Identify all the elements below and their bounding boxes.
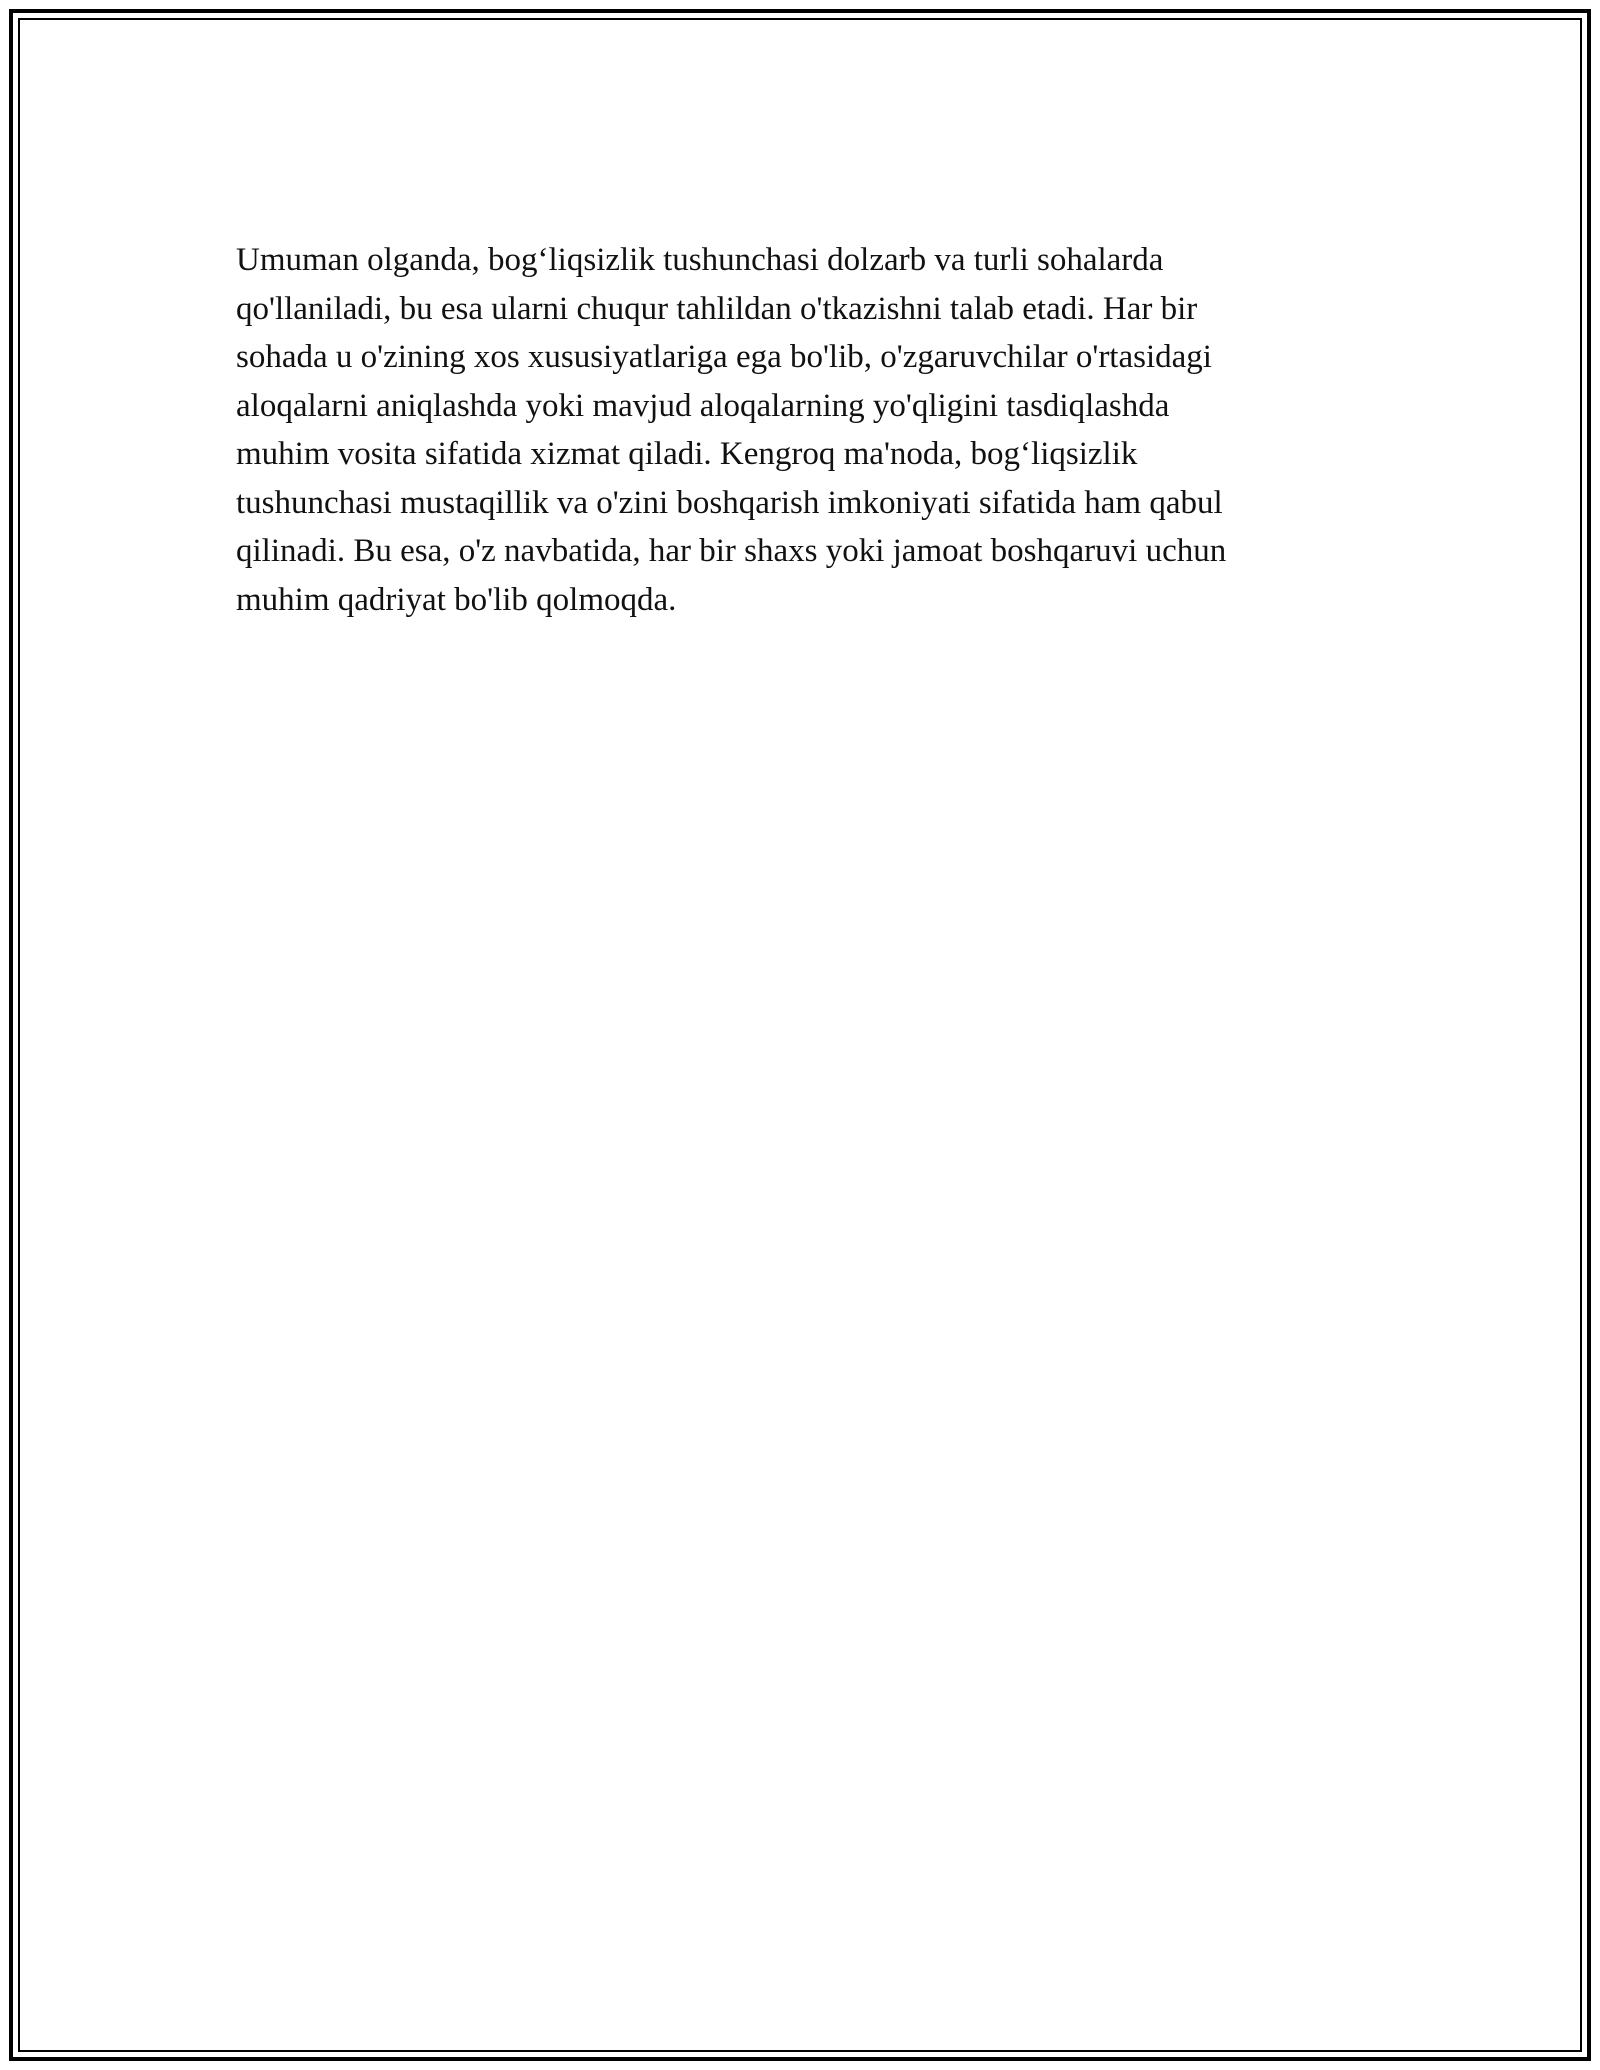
paragraph-line: aloqalarni aniqlashda yoki mavjud aloqalarning yo'qligini tasdiqlashda xyxy=(236,387,1170,424)
paragraph-line: sohada u o'zining xos xususiyatlariga ega bo'lib, o'zgaruvchilar o'rtasidagi xyxy=(236,339,1212,375)
paragraph-line: Umuman olganda, bog‘liqsizlik tushunchasi dolzarb va turli sohalarda xyxy=(236,242,1164,278)
paragraph-line: qilinadi. Bu esa, o'z navbatida, har bir shaxs yoki jamoat boshqaruvi uchun xyxy=(236,533,1227,569)
paragraph-line: tushunchasi mustaqillik va o'zini boshqarish imkoniyati sifatida ham qabul xyxy=(236,484,1223,521)
paragraph-line: qo'llaniladi, bu esa ularni chuqur tahlildan o'tkazishni talab etadi. Har bir xyxy=(236,290,1198,327)
paragraph-line: muhim vosita sifatida xizmat qiladi. Kengroq ma'noda, bog‘liqsizlik xyxy=(236,436,1138,472)
body-paragraph xyxy=(236,236,1376,624)
paragraph-line: muhim qadriyat bo'lib qolmoqda. xyxy=(236,581,677,618)
